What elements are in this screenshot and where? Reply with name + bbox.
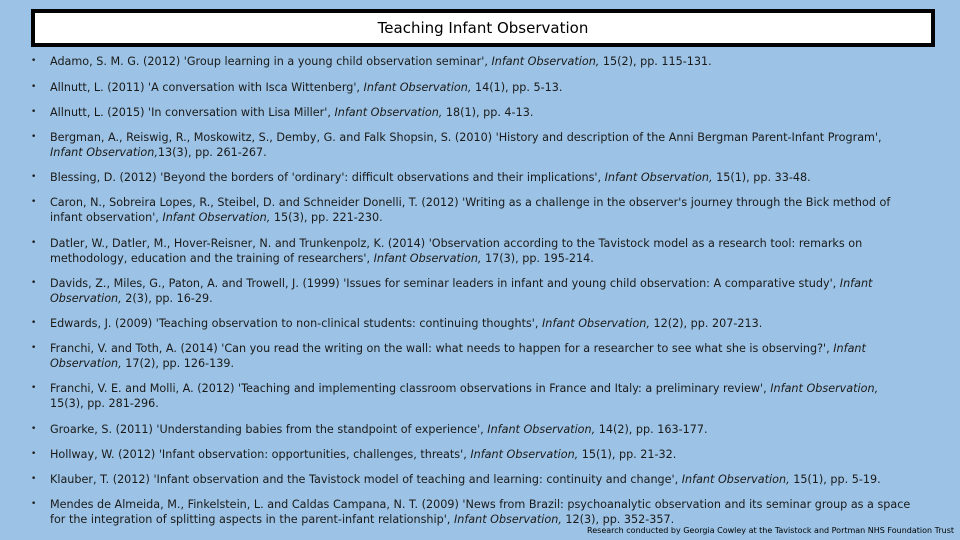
reference-text: Groarke, S. (2011) 'Understanding babies from the standpoint of experience',	[50, 423, 488, 436]
bullet-icon: •	[31, 424, 37, 434]
reference-text: Caron, N., Sobreira Lopes, R., Steibel, D. and Schneider Donelli, T. (2012) 'Writing as a challenge in the observer's journey through the Bick method of infant observation',	[50, 196, 891, 224]
journal-name: Infant Observation,	[50, 146, 158, 159]
reference-text: Klauber, T. (2012) 'Infant observation and the Tavistock model of teaching and learning: continuity and change',	[50, 473, 682, 486]
reference-text: Mendes de Almeida, M., Finkelstein, L. and Caldas Campana, N. T. (2009) 'News from Brazil: psychoanalytic observation and its seminar group as a space for the integration of splitting aspects in the parent-infant relationship',	[50, 498, 911, 526]
reference-item	[31, 381, 911, 411]
reference-text: Blessing, D. (2012) 'Beyond the borders of 'ordinary': difficult observations and their implications',	[50, 171, 605, 184]
reference-item	[31, 80, 911, 95]
reference-item	[31, 236, 911, 266]
bullet-icon: •	[31, 56, 37, 66]
reference-text: Franchi, V. E. and Molli, A. (2012) 'Teaching and implementing classroom observations in France and Italy: a preliminary review',	[50, 382, 771, 395]
bullet-icon: •	[31, 343, 37, 353]
reference-item	[31, 130, 911, 160]
journal-name: Infant Observation,	[334, 106, 443, 119]
footer-credit: Research conducted by Georgia Cowley at the Tavistock and Portman NHS Foundation Trust	[587, 526, 954, 535]
bullet-icon: •	[31, 132, 37, 142]
reference-volume-pages: 14(1), pp. 5-13.	[471, 81, 563, 94]
reference-text: Allnutt, L. (2015) 'In conversation with Lisa Miller',	[50, 106, 335, 119]
reference-volume-pages: 12(3), pp. 352-357.	[561, 513, 675, 526]
reference-volume-pages: 18(1), pp. 4-13.	[442, 106, 534, 119]
reference-item	[31, 341, 911, 371]
bullet-icon: •	[31, 278, 37, 288]
reference-item	[31, 422, 911, 437]
journal-name: Infant Observation,	[453, 513, 562, 526]
reference-text: Datler, W., Datler, M., Hover-Reisner, N. and Trunkenpolz, K. (2014) 'Observation according to the Tavistock model as a research tool: remarks on methodology, education and the training of researchers',	[50, 237, 863, 265]
reference-volume-pages: 2(3), pp. 16-29.	[121, 292, 213, 305]
bullet-icon: •	[31, 318, 37, 328]
journal-name: Infant Observation,	[491, 55, 600, 68]
reference-item	[31, 54, 911, 69]
bullet-icon: •	[31, 82, 37, 92]
journal-name: Infant Observation,	[681, 473, 790, 486]
reference-text: Franchi, V. and Toth, A. (2014) 'Can you read the writing on the wall: what needs to happen for a researcher to see what she is observing?',	[50, 342, 834, 355]
bullet-icon: •	[31, 474, 37, 484]
journal-name: Infant Observation,	[770, 382, 879, 395]
reference-item	[31, 497, 911, 527]
bullet-icon: •	[31, 238, 37, 248]
page-title: Teaching Infant Observation	[377, 19, 589, 37]
reference-volume-pages: 15(1), pp. 21-32.	[578, 448, 677, 461]
journal-name: Infant Observation,	[50, 342, 866, 370]
reference-text: Hollway, W. (2012) 'Infant observation: opportunities, challenges, threats',	[50, 448, 471, 461]
reference-text: Bergman, A., Reiswig, R., Moskowitz, S., Demby, G. and Falk Shopsin, S. (2010) 'History and description of the Anni Bergman Parent-Infant Program',	[50, 131, 882, 144]
reference-volume-pages: 13(3), pp. 261-267.	[157, 146, 267, 159]
bullet-icon: •	[31, 383, 37, 393]
journal-name: Infant Observation,	[162, 211, 271, 224]
journal-name: Infant Observation,	[363, 81, 472, 94]
title-box	[31, 9, 935, 47]
journal-name: Infant Observation,	[542, 317, 650, 330]
reference-item	[31, 472, 911, 487]
reference-text: Adamo, S. M. G. (2012) 'Group learning in a young child observation seminar',	[50, 55, 492, 68]
reference-item	[31, 447, 911, 462]
bullet-icon: •	[31, 499, 37, 509]
bullet-icon: •	[31, 197, 37, 207]
bullet-icon: •	[31, 449, 37, 459]
reference-item	[31, 105, 911, 120]
journal-name: Infant Observation,	[50, 277, 873, 305]
reference-text: Allnutt, L. (2011) 'A conversation with Isca Wittenberg',	[50, 81, 364, 94]
reference-volume-pages: 15(3), pp. 221-230.	[270, 211, 383, 224]
reference-volume-pages: 15(1), pp. 5-19.	[789, 473, 881, 486]
reference-item	[31, 276, 911, 306]
reference-volume-pages: 15(3), pp. 281-296.	[50, 397, 159, 410]
reference-item	[31, 316, 911, 331]
reference-volume-pages: 17(3), pp. 195-214.	[481, 252, 594, 265]
journal-name: Infant Observation,	[487, 423, 596, 436]
journal-name: Infant Observation,	[604, 171, 713, 184]
journal-name: Infant Observation,	[373, 252, 482, 265]
reference-text: Edwards, J. (2009) 'Teaching observation to non-clinical students: continuing thoughts',	[50, 317, 542, 330]
reference-volume-pages: 15(1), pp. 33-48.	[712, 171, 811, 184]
reference-item	[31, 195, 911, 225]
reference-volume-pages: 14(2), pp. 163-177.	[595, 423, 708, 436]
reference-volume-pages: 12(2), pp. 207-213.	[649, 317, 763, 330]
bullet-icon: •	[31, 107, 37, 117]
reference-item	[31, 170, 911, 185]
bullet-icon: •	[31, 172, 37, 182]
reference-text: Davids, Z., Miles, G., Paton, A. and Trowell, J. (1999) 'Issues for seminar leaders in infant and young child observation: A comparative study',	[50, 277, 840, 290]
reference-volume-pages: 17(2), pp. 126-139.	[121, 357, 235, 370]
journal-name: Infant Observation,	[470, 448, 579, 461]
reference-volume-pages: 15(2), pp. 115-131.	[599, 55, 712, 68]
